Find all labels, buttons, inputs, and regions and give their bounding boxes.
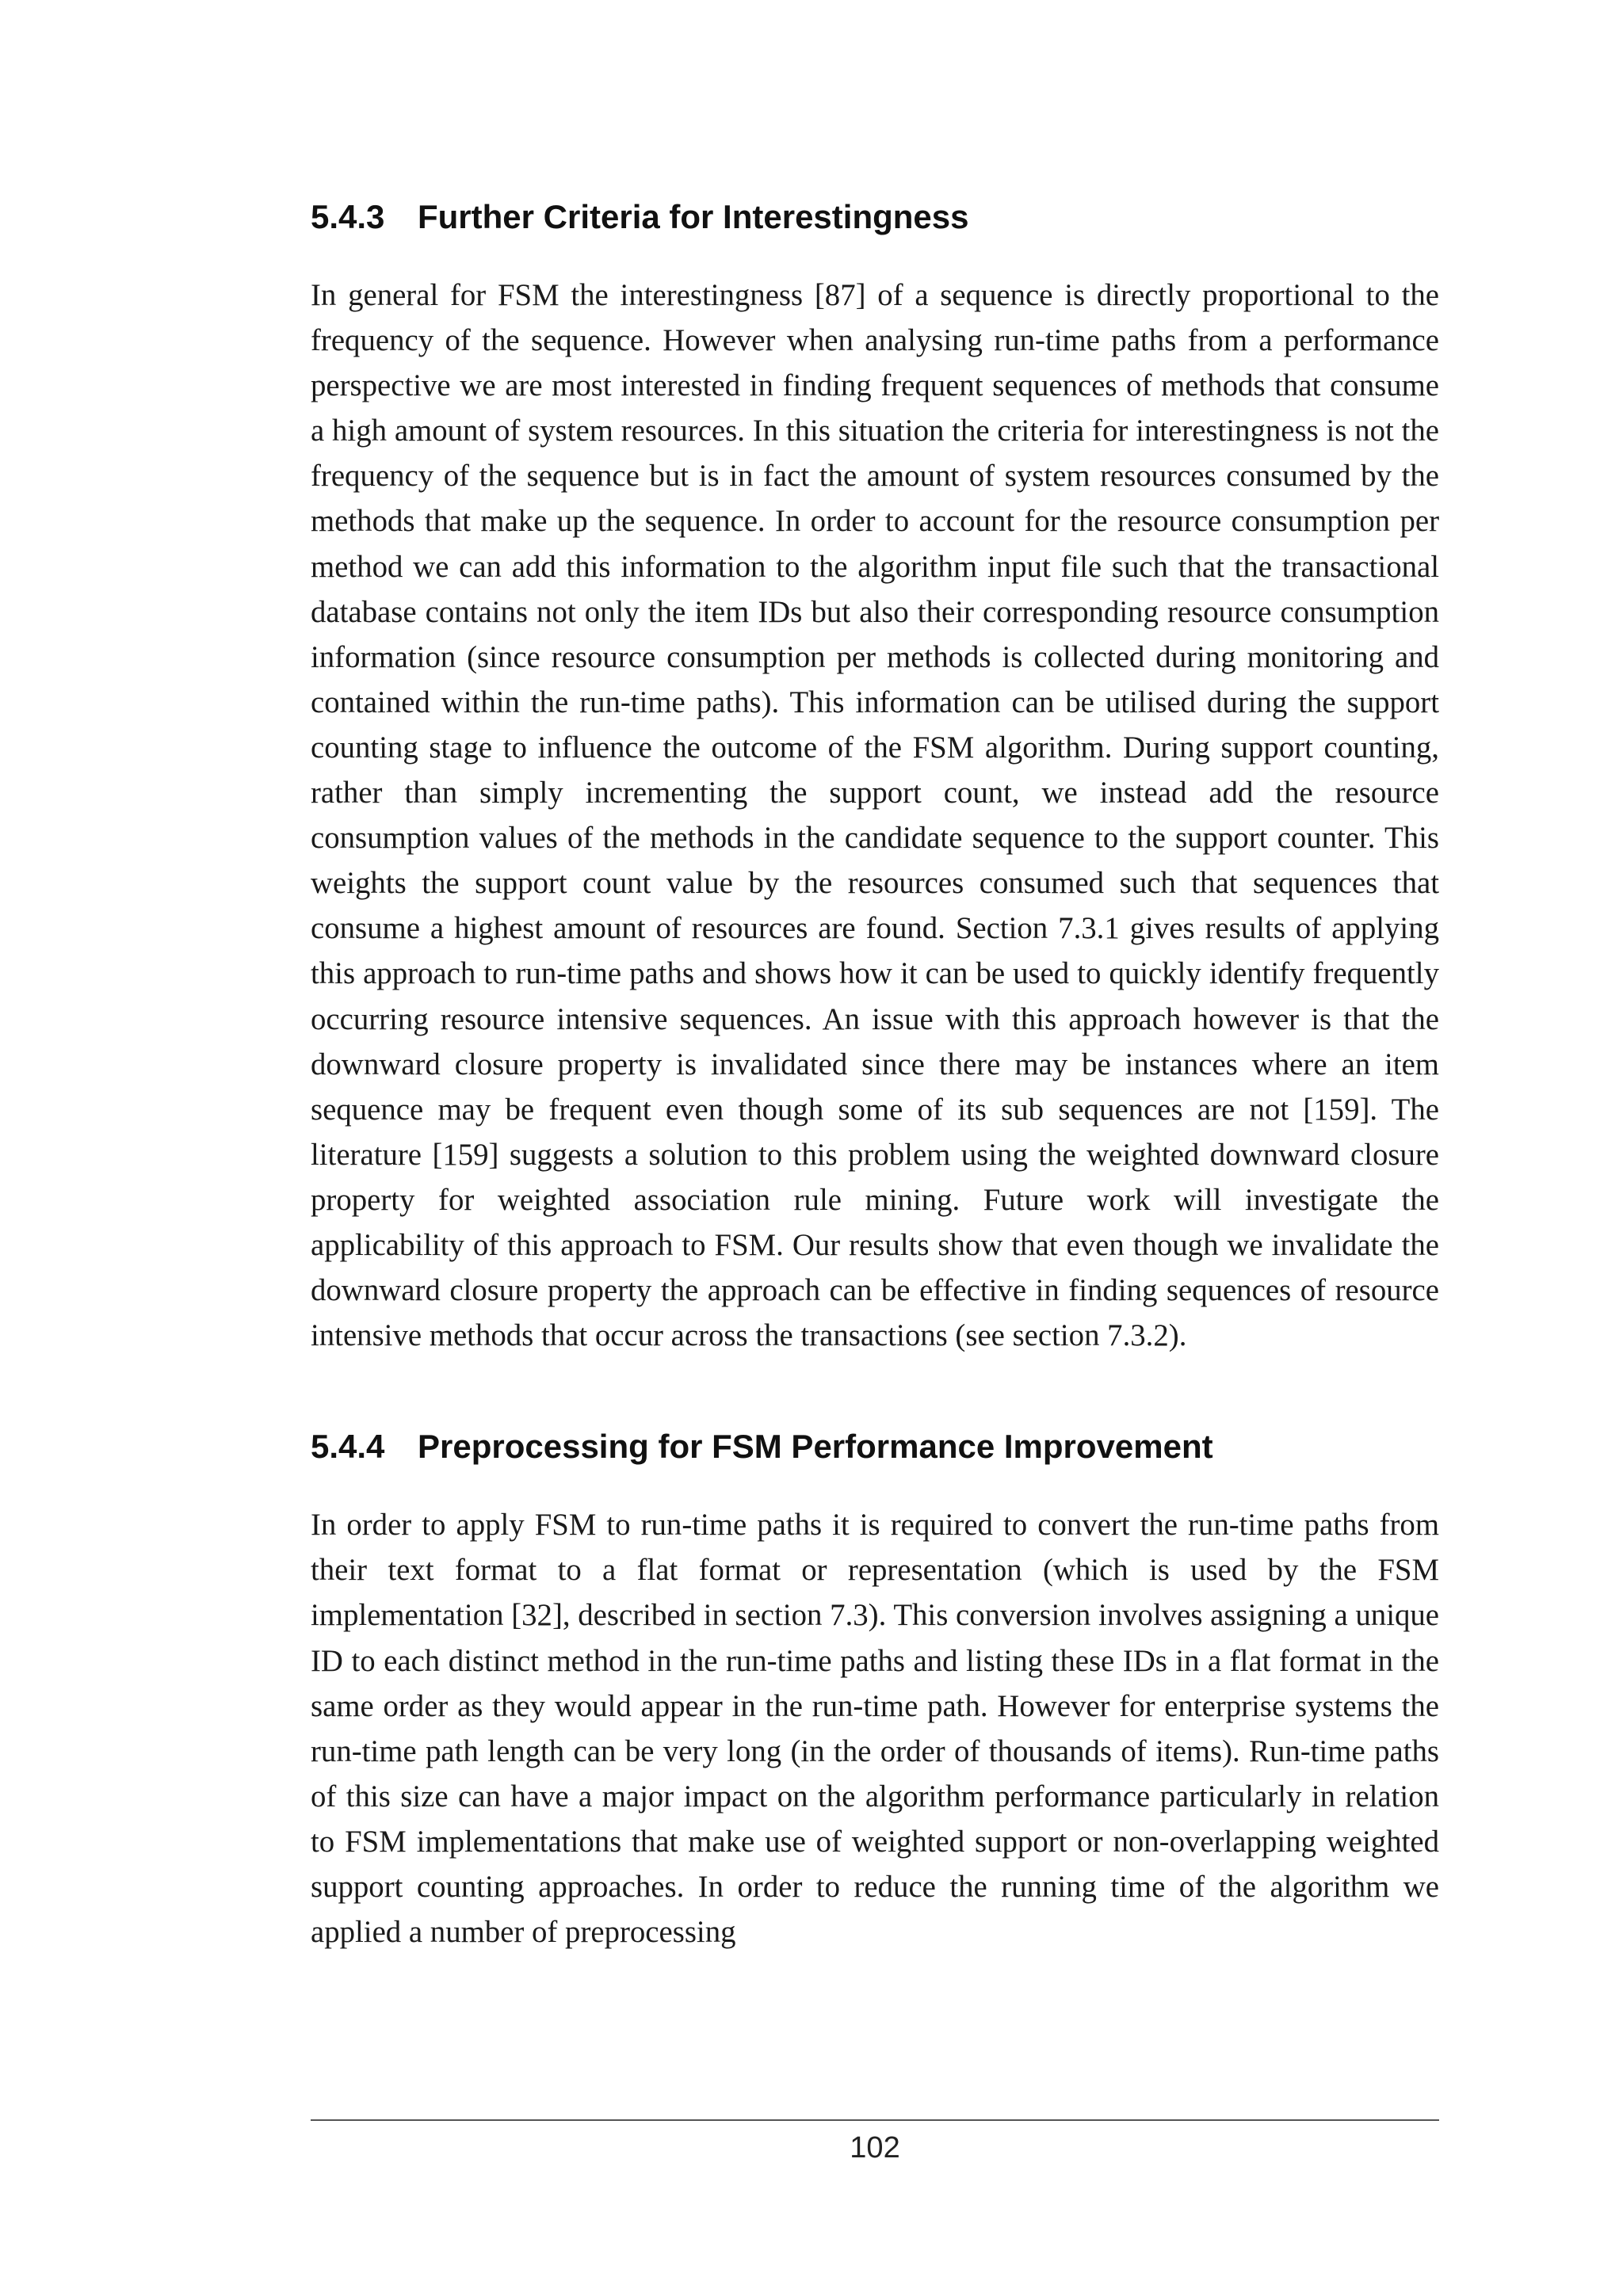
section-heading-5-4-3 xyxy=(311,198,1439,236)
page-content xyxy=(311,198,1439,1955)
section-body-paragraph: In general for FSM the interestingness [87] of a sequence is directly proportional to the frequency of the sequence. However when analysing run-time paths from a performance perspective we are most interested in finding frequent sequences of methods that consume a high amount of system resources. In this situation the criteria for interestingness is not the frequency of the sequence but is in fact the amount of system resources consumed by the methods that make up the sequence. In order to account for the resource consumption per method we can add this information to the algorithm input file such that the transactional database contains not only the item IDs but also their corresponding resource consumption information (since resource consumption per methods is collected during monitoring and contained within the run-time paths). This information can be utilised during the support counting stage to influence the outcome of the FSM algorithm. During support counting, rather than simply incrementing the support count, we instead add the resource consumption values of the methods in the candidate sequence to the support counter. This weights the support count value by the resources consumed such that sequences that consume a highest amount of resources are found. Section 7.3.1 gives results of applying this approach to run-time paths and shows how it can be used to quickly identify frequently occurring resource intensive sequences. An issue with this approach however is that the downward closure property is invalidated since there may be instances where an item sequence may be frequent even though some of its sub sequences are not [159]. The literature [159] suggests a solution to this problem using the weighted downward closure property for weighted association rule mining. Future work will investigate the applicability of this approach to FSM. Our results show that even though we invalidate the downward closure property the approach can be effective in finding sequences of resource intensive methods that occur across the transactions (see section 7.3.2). xyxy=(311,278,1439,1353)
section-number: 5.4.3 xyxy=(311,198,385,235)
footer-divider xyxy=(311,2119,1439,2121)
section-heading-5-4-4 xyxy=(311,1428,1439,1466)
page-number: 102 xyxy=(850,2131,900,2164)
section-body-paragraph: In order to apply FSM to run-time paths it is required to convert the run-time paths from their text format to a flat format or representation (which is used by the FSM implementation [32], described in section 7.3). This conversion involves assigning a unique ID to each distinct method in the run-time paths and listing these IDs in a flat format in the same order as they would appear in the run-time path. However for enterprise systems the run-time path length can be very long (in the order of thousands of items). Run-time paths of this size can have a major impact on the algorithm performance particularly in relation to FSM implementations that make use of weighted support or non-overlapping weighted support counting approaches. In order to reduce the running time of the algorithm we applied a number of preprocessing xyxy=(311,1508,1439,1950)
section-title: Further Criteria for Interestingness xyxy=(418,198,969,235)
section-number: 5.4.4 xyxy=(311,1428,385,1466)
section-title: Preprocessing for FSM Performance Improvement xyxy=(418,1428,1213,1466)
